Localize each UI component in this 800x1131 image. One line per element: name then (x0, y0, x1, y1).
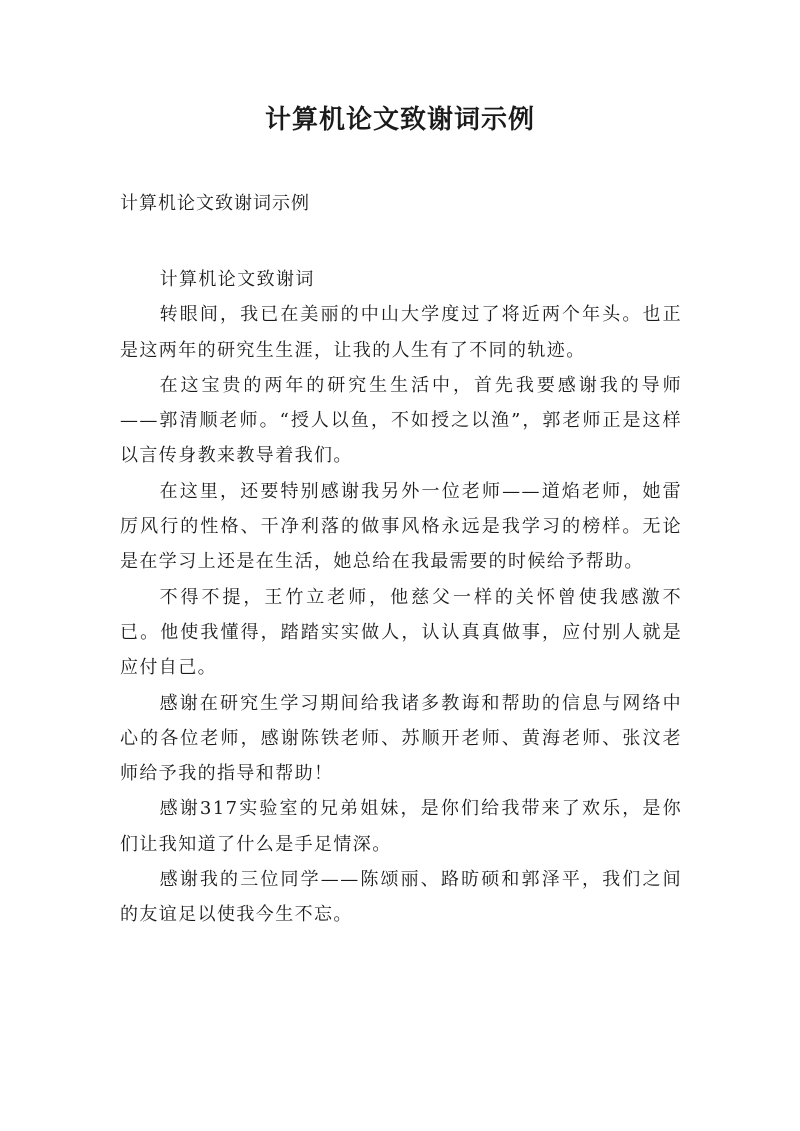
document-body (120, 262, 682, 933)
paragraph: 感谢我的三位同学——陈颂丽、路昉硕和郭泽平，我们之间的友谊足以使我今生不忘。 (120, 869, 682, 926)
paragraph: 不得不提，王竹立老师，他慈父一样的关怀曾使我感激不已。他使我懂得，踏踏实实做人，认认真真做事，应付别人就是应付自己。 (120, 586, 682, 679)
document-title: 计算机论文致谢词示例 (264, 105, 535, 135)
paragraph-heading: 计算机论文致谢词 (159, 269, 315, 290)
paragraph: 转眼间，我已在美丽的中山大学度过了将近两个年头。也正是这两年的研究生生涯，让我的人生有了不同的轨迹。 (120, 304, 682, 361)
paragraph: 在这宝贵的两年的研究生生活中，首先我要感谢我的导师——郭清顺老师。“授人以鱼，不如授之以渔”，郭老师正是这样以言传身教来教导着我们。 (120, 374, 682, 467)
document-subtitle: 计算机论文致谢词示例 (120, 193, 310, 214)
paragraph: 感谢在研究生学习期间给我诸多教诲和帮助的信息与网络中心的各位老师，感谢陈铁老师、苏顺开老师、黄海老师、张汶老师给予我的指导和帮助！ (120, 692, 682, 785)
paragraph: 感谢317实验室的兄弟姐妹，是你们给我带来了欢乐，是你们让我知道了什么是手足情深。 (120, 798, 682, 855)
paragraph: 在这里，还要特别感谢我另外一位老师——道焰老师，她雷厉风行的性格、干净利落的做事风格永远是我学习的榜样。无论是在学习上还是在生活，她总给在我最需要的时候给予帮助。 (120, 480, 682, 573)
